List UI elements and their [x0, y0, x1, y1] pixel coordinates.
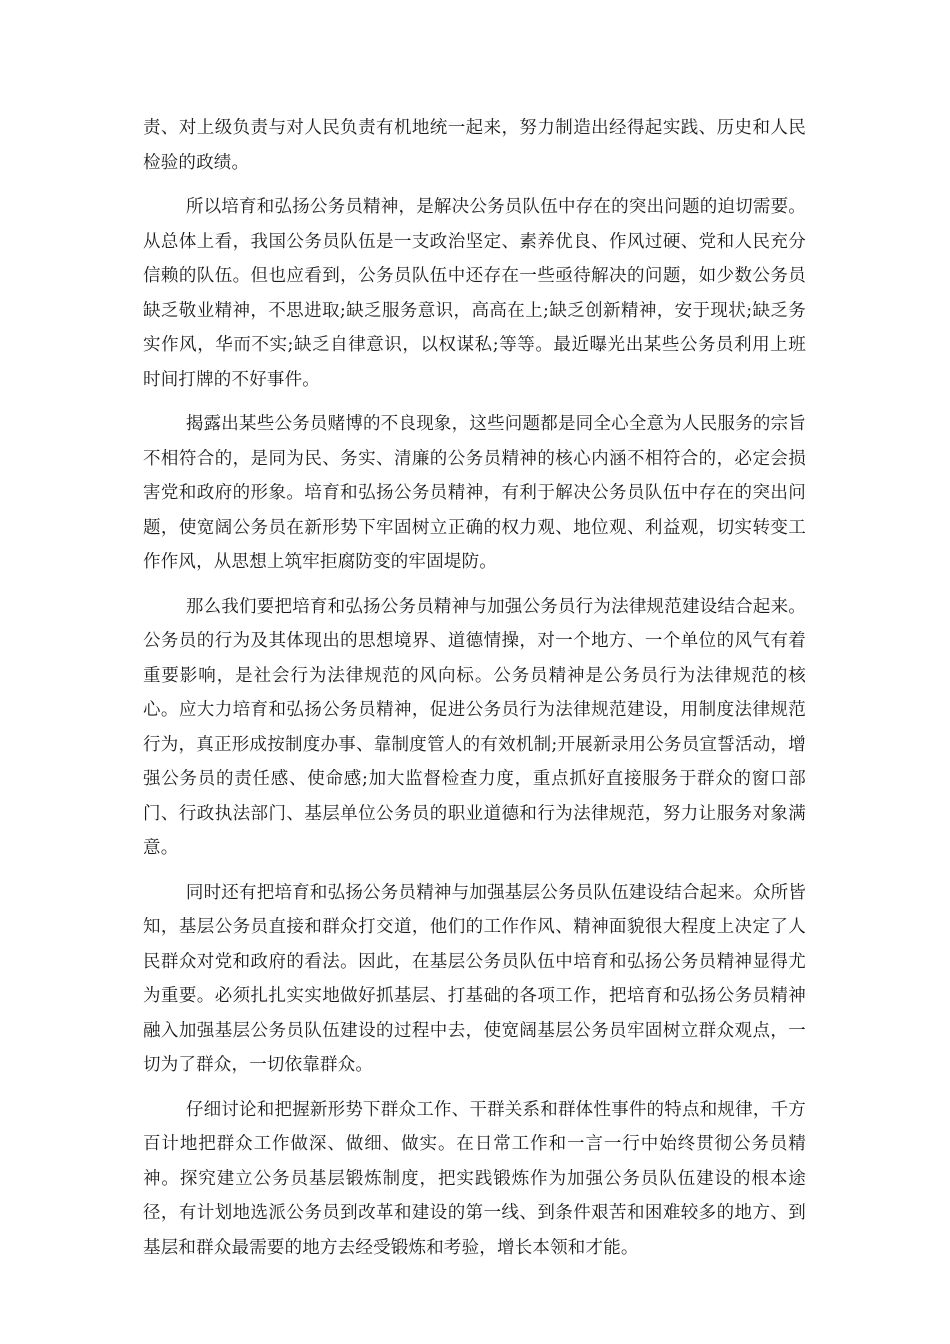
document-body — [143, 111, 806, 1275]
paragraph-3: 揭露出某些公务员赌博的不良现象，这些问题都是同全心全意为人民服务的宗旨不相符合的，是同为民、务实、清廉的公务员精神的核心内涵不相符合的，必定会损害党和政府的形象。培育和弘扬公务员精神，有利于解决公务员队伍中存在的突出问题，使宽阔公务员在新形势下牢固树立正确的权力观、地位观、利益观，切实转变工作作风，从思想上筑牢拒腐防变的牢固堤防。 — [143, 414, 806, 572]
paragraph-2: 所以培育和弘扬公务员精神，是解决公务员队伍中存在的突出问题的迫切需要。从总体上看，我国公务员队伍是一支政治坚定、素养优良、作风过硬、党和人民充分信赖的队伍。但也应看到，公务员队伍中还存在一些亟待解决的问题，如少数公务员缺乏敬业精神，不思进取;缺乏服务意识，高高在上;缺乏创新精神，安于现状;缺乏务实作风，华而不实;缺乏自律意识，以权谋私;等等。最近曝光出某些公务员利用上班时间打牌的不好事件。 — [143, 197, 806, 390]
paragraph-6: 仔细讨论和把握新形势下群众工作、干群关系和群体性事件的特点和规律，千方百计地把群众工作做深、做细、做实。在日常工作和一言一行中始终贯彻公务员精神。探究建立公务员基层锻炼制度，把实践锻炼作为加强公务员队伍建设的根本途径，有计划地选派公务员到改革和建设的第一线、到条件艰苦和困难较多的地方、到基层和群众最需要的地方去经受锻炼和考验，增长本领和才能。 — [143, 1099, 806, 1258]
paragraph-5: 同时还有把培育和弘扬公务员精神与加强基层公务员队伍建设结合起来。众所皆知，基层公务员直接和群众打交道，他们的工作作风、精神面貌很大程度上决定了人民群众对党和政府的看法。因此，在基层公务员队伍中培育和弘扬公务员精神显得尤为重要。必须扎扎实实地做好抓基层、打基础的各项工作，把培育和弘扬公务员精神融入加强基层公务员队伍建设的过程中去，使宽阔基层公务员牢固树立群众观点，一切为了群众，一切依靠群众。 — [143, 882, 806, 1075]
paragraph-4: 那么我们要把培育和弘扬公务员精神与加强公务员行为法律规范建设结合起来。公务员的行为及其体现出的思想境界、道德情操，对一个地方、一个单位的风气有着重要影响，是社会行为法律规范的风向标。公务员精神是公务员行为法律规范的核心。应大力培育和弘扬公务员精神，促进公务员行为法律规范建设，用制度法律规范行为，真正形成按制度办事、靠制度管人的有效机制;开展新录用公务员宣誓活动，增强公务员的责任感、使命感;加大监督检查力度，重点抓好直接服务于群众的窗口部门、行政执法部门、基层单位公务员的职业道德和行为法律规范，努力让服务对象满意。 — [143, 596, 806, 858]
paragraph-1: 责、对上级负责与对人民负责有机地统一起来，努力制造出经得起实践、历史和人民检验的政绩。 — [143, 118, 806, 173]
